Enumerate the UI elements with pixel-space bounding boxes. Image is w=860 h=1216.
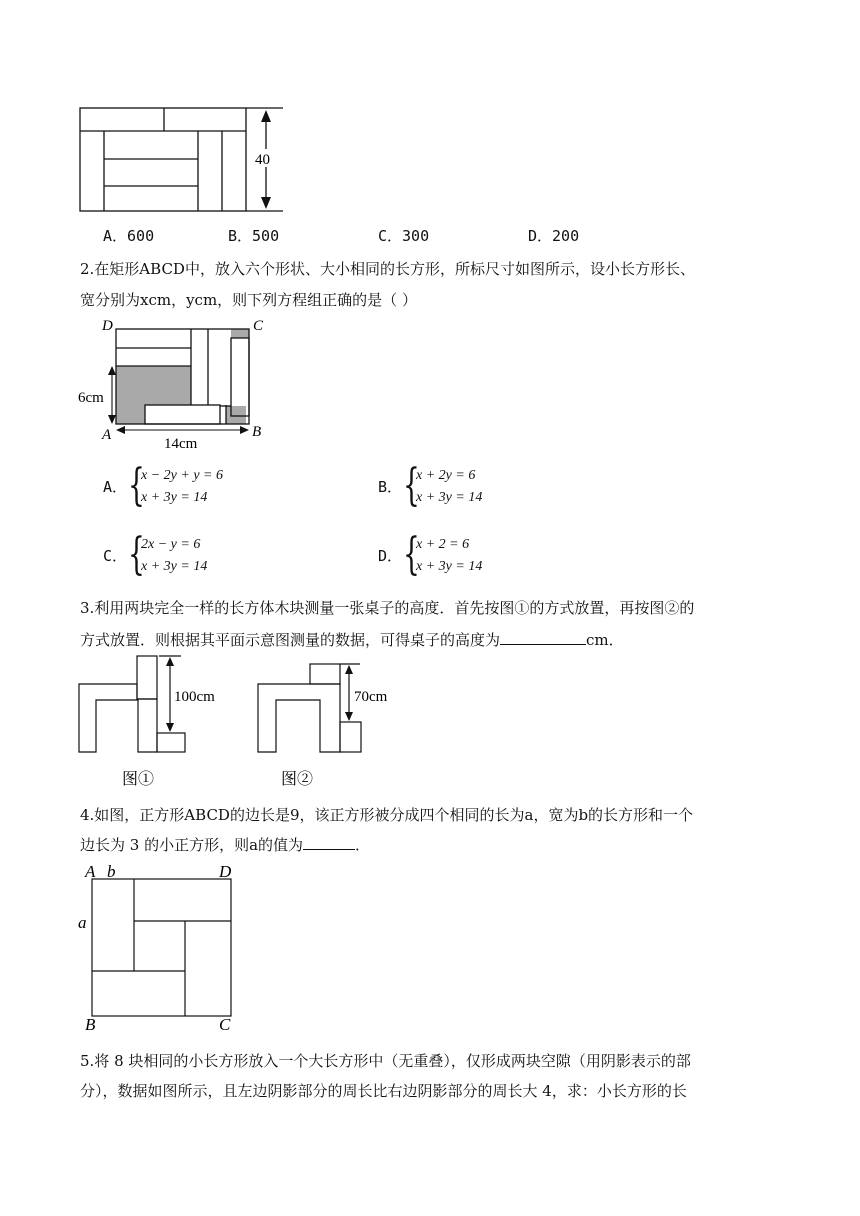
q1-figure: [78, 104, 288, 216]
q2-option-d-brace: {: [403, 529, 420, 580]
q4-label-a-length: a: [78, 913, 87, 932]
q2-option-a-letter: A．: [103, 478, 128, 496]
q2-stem-line2: 宽分别为xcm，ycm，则下列方程组正确的是（ ）: [80, 291, 417, 309]
q5-stem-line2: 分），数据如图所示，且左边阴影部分的周长比右边阴影部分的周长大 4，求：小长方形的长: [80, 1082, 687, 1100]
q1-dimension-label: 40: [255, 152, 270, 168]
q1-option-c: C．300: [378, 227, 430, 245]
q2-label-d: D: [102, 318, 113, 334]
q2-option-b-eq2: x + 3y = 14: [416, 490, 483, 505]
q2-option-d-letter: D．: [378, 547, 403, 565]
q4-label-d: D: [219, 862, 232, 881]
q3-fig1-label: 100cm: [174, 689, 215, 705]
q2-height-label: 6cm: [78, 390, 104, 406]
q1-option-d: D．200: [528, 227, 580, 245]
q2-option-c-brace: {: [128, 529, 145, 580]
q3-stem-line2: [80, 630, 624, 650]
q4-figure: [74, 858, 244, 1036]
q2-label-c: C: [253, 318, 264, 334]
q4-label-c: C: [219, 1015, 231, 1034]
q4-stem-line2: [80, 835, 370, 855]
q2-label-a: A: [102, 427, 112, 443]
q2-option-a: [103, 460, 343, 512]
q3-fig2-label: 70cm: [354, 689, 388, 705]
q3-figure-1: [74, 654, 224, 789]
q2-option-b-letter: B．: [378, 478, 403, 496]
q4-stem-line2-text: 边长为 3 的小正方形，则a的值为: [80, 836, 304, 854]
q2-option-c-eq2: x + 3y = 14: [141, 559, 208, 574]
q4-stem-line1: 4.如图，正方形ABCD的边长是9，该正方形被分成四个相同的长为a，宽为b的长方形和一个: [80, 806, 694, 824]
q2-option-b-eq1: x + 2y = 6: [416, 468, 476, 483]
q2-option-d: [378, 529, 618, 581]
q4-label-b-corner: B: [85, 1015, 96, 1034]
q2-option-d-eq2: x + 3y = 14: [416, 559, 483, 574]
q4-label-a-corner: A: [85, 862, 96, 881]
q4-stem-line2-end: ．: [355, 836, 371, 854]
q2-option-c: [103, 529, 343, 581]
q2-stem-line1: 2.在矩形ABCD中，放入六个形状、大小相同的长方形，所标尺寸如图所示，设小长方形长、: [80, 260, 695, 278]
q2-option-b-brace: {: [403, 460, 420, 511]
q2-width-label: 14cm: [164, 436, 198, 450]
q1-option-b: B．500: [228, 227, 280, 245]
q3-fig1-caption: 图①: [122, 771, 155, 788]
q2-option-c-eq1: 2x − y = 6: [141, 537, 201, 552]
q5-stem-line1: 5.将 8 块相同的小长方形放入一个大长方形中（无重叠），仅形成两块空隙（用阴影表示的部: [80, 1052, 691, 1070]
q3-stem-line2-text: 方式放置．则根据其平面示意图测量的数据，可得桌子的高度为: [80, 631, 501, 649]
q3-unit: cm．: [586, 631, 624, 649]
q3-fig2-caption: 图②: [281, 771, 314, 788]
q2-option-b: [378, 460, 618, 512]
q1-option-a: A．600: [103, 227, 155, 245]
q3-stem-line1: 3.利用两块完全一样的长方体木块测量一张桌子的高度．首先按图①的方式放置，再按图②的: [80, 599, 695, 617]
q3-answer-blank: [500, 630, 586, 645]
q4-answer-blank: [303, 835, 355, 850]
q2-option-d-eq1: x + 2 = 6: [416, 537, 470, 552]
q3-figure-2: [254, 654, 404, 789]
q2-option-a-brace: {: [128, 460, 145, 511]
q4-label-b-width: b: [107, 862, 116, 881]
q2-option-a-eq2: x + 3y = 14: [141, 490, 208, 505]
q2-figure: [76, 318, 272, 450]
q2-option-a-eq1: x − 2y + y = 6: [141, 468, 223, 483]
q2-option-c-letter: C．: [103, 547, 128, 565]
q2-label-b: B: [252, 424, 262, 440]
